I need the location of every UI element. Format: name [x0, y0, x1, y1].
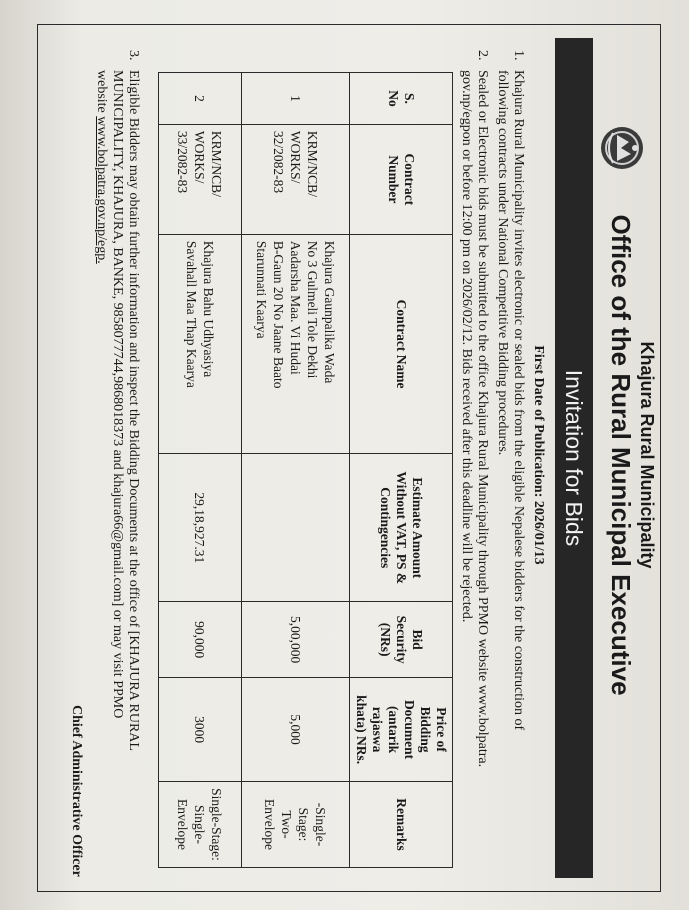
row-remarks: Single-Stage: Single-Envelope	[159, 782, 242, 868]
row-contract-number: KRM/NCB/ WORKS/ 32/2082-83	[242, 124, 350, 234]
row-contract-name: Khajura Gaunpalika Wada No 3 Gulmeli Tole Dekhi Aadarsha Maa. Vi Hudai B-Gaun 20 No Jaane Baato Starunnati Kaarya	[242, 234, 350, 454]
bids-table	[158, 72, 453, 868]
office-title: Office of the Rural Municipal Executive	[606, 214, 636, 696]
paragraph-line: website www.bolpatra.gov.np/egp.	[94, 70, 109, 264]
paragraph-line: Sealed or Electronic bids must be submitted to the office Khajura Rural Municipality through PPMO website www.bolpatra.	[475, 70, 490, 768]
paragraph-number: 2.	[475, 50, 490, 61]
paragraph-2	[458, 50, 490, 866]
row-remarks: -Single-Stage: Two-Envelope	[242, 782, 350, 868]
table-row	[159, 73, 242, 868]
invitation-banner: Invitation for Bids	[555, 38, 593, 878]
header-contract-number: Contract Number	[350, 124, 453, 234]
paragraph-number: 1.	[511, 50, 526, 61]
row-bid-security: 90,000	[159, 602, 242, 678]
paragraph-1	[494, 50, 526, 866]
row-estimate-amount: 29,18,927.31	[159, 454, 242, 602]
row-sno: 2	[159, 73, 242, 125]
row-estimate-amount	[242, 454, 350, 602]
paragraph-3	[93, 50, 141, 866]
header-contract-name: Contract Name	[350, 234, 453, 454]
row-contract-name: Khajura Bahu Udhyasiya Savahall Maa Thap Kaarya	[159, 234, 242, 454]
header-document-price: Price of Bidding Document (antarik rajaswa khata) NRs.	[350, 678, 453, 782]
header-estimate-amount: Estimate Amount Without VAT, PS & Contingencies	[350, 454, 453, 602]
paragraph-line: MUNICIPALITY, KHAJURA, BANKE, 9858077744,9868018373 and khajura66@gmail.com] or may visit PPMO	[110, 70, 125, 719]
table-header-row	[350, 73, 453, 868]
table-row	[242, 73, 350, 868]
municipality-name: Khajura Rural Municipality	[637, 341, 657, 569]
row-document-price: 3000	[159, 678, 242, 782]
row-bid-security: 5,00,000	[242, 602, 350, 678]
row-document-price: 5,000	[242, 678, 350, 782]
paragraph-line: following contracts under National Competitive Bidding procedures.	[495, 70, 510, 456]
paragraph-line: gov.np/egpon or before 12:00 pm on 2026/02/12. Bids received after this deadline will be rejected.	[459, 70, 474, 623]
paragraph-number: 3.	[126, 50, 141, 61]
paragraph-line: Eligible Bidders may obtain further information and inspect the Bidding Documents at the office of [KHAJURA RURAL	[126, 70, 141, 751]
row-sno: 1	[242, 73, 350, 125]
row-contract-number: KRM/NCB/ WORKS/ 33/2082-83	[159, 124, 242, 234]
publication-date: First Date of Publication: 2026/01/13	[531, 345, 546, 565]
header-bid-security: Bid Security (NRs)	[350, 602, 453, 678]
header-sno: S. No	[350, 73, 453, 125]
header-remarks: Remarks	[350, 782, 453, 868]
ppmo-website-link[interactable]: www.bolpatra.gov.np/egp.	[94, 116, 109, 264]
signature-title: Chief Administrative Officer	[69, 705, 84, 877]
paragraph-line: Khajura Rural Municipality invites electronic or sealed bids from the eligible Nepalese bidders for the construction of	[511, 70, 526, 731]
